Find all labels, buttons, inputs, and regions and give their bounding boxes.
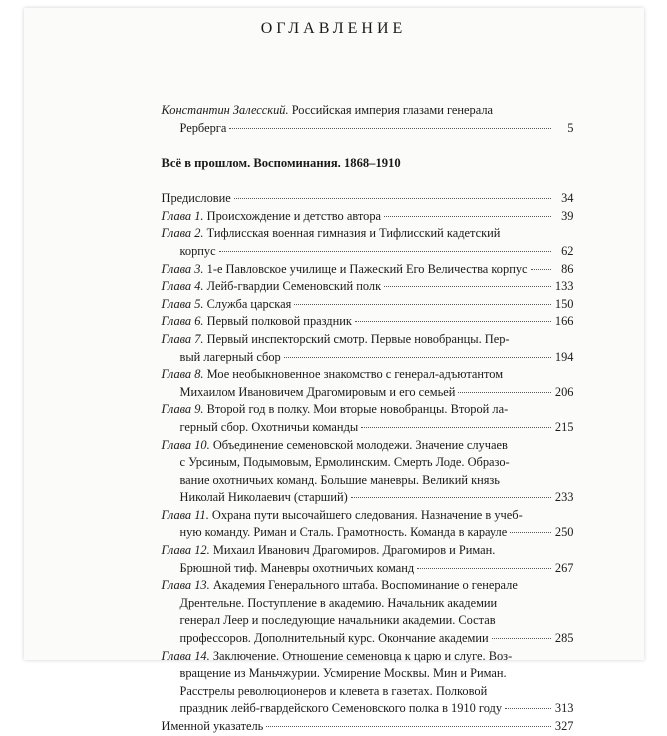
chapter-label: Глава 7. [161, 331, 204, 346]
toc-entry-line [162, 718, 574, 736]
toc-entry-line [162, 278, 574, 296]
chapter-title-text: профессоров. Дополнительный курс. Окончание академии [179, 631, 489, 646]
chapter-label: Глава 10. [161, 437, 210, 452]
page-number: 39 [561, 208, 574, 223]
chapter-title-text: Объединение семеновской молодежи. Значение случаев [212, 437, 508, 452]
leader-dots [492, 638, 551, 639]
toc-entry-line [162, 313, 574, 331]
chapter-title-text: вращение из Маньчжурии. Усмирение Москвы. Мин и Риман. [179, 666, 507, 681]
intro-title-line1: Российская империя глазами генерала [291, 103, 494, 117]
leader-dots [229, 128, 550, 129]
leader-dots [417, 568, 550, 569]
page-number: 194 [554, 349, 574, 364]
toc-intro-entry[interactable] [162, 102, 574, 137]
toc-entry-line [162, 331, 574, 349]
toc-entry[interactable] [162, 366, 574, 401]
chapter-label: Глава 8. [161, 367, 204, 382]
toc-entry-line [162, 612, 574, 630]
chapter-label: Глава 12. [161, 543, 210, 558]
toc-entry-line [162, 542, 574, 560]
toc-entry-line [162, 384, 574, 402]
chapter-title-text: Охрана пути высочайшего следования. Назначение в учеб- [211, 507, 523, 522]
toc-entry-line [162, 577, 574, 595]
page-number: 166 [554, 314, 574, 329]
chapter-title-text: Мое необыкновенное знакомство с генерал-адъютантом [206, 367, 504, 382]
leader-dots [284, 357, 551, 358]
leader-dots [384, 286, 550, 287]
chapter-title-text: Заключение. Отношение семеновца к царю и слуге. Воз- [212, 648, 513, 663]
chapter-label: Глава 14. [161, 648, 210, 663]
table-of-contents [162, 102, 574, 736]
toc-entry-line [162, 472, 574, 490]
chapter-title-text: герный сбор. Охотничьи команды [179, 419, 359, 434]
toc-entry-line [162, 595, 574, 613]
toc-entry-line [162, 401, 574, 419]
page-number: 215 [554, 419, 574, 434]
toc-entry[interactable] [162, 437, 574, 507]
toc-entry[interactable] [162, 278, 574, 296]
toc-entry-line [162, 507, 574, 525]
toc-entry-line [162, 349, 574, 367]
intro-page-number: 5 [567, 120, 574, 135]
page-title: ОГЛАВЛЕНИЕ [260, 20, 407, 37]
chapter-label: Глава 4. [161, 279, 204, 294]
toc-entry-line [162, 437, 574, 455]
toc-entry[interactable] [162, 331, 574, 366]
leader-dots [355, 321, 551, 322]
toc-entry-line [162, 261, 574, 279]
toc-entry-line [162, 208, 574, 226]
book-page [24, 8, 644, 733]
chapter-title-text: 1-е Павловское училище и Пажеский Его Величества корпус [206, 261, 528, 276]
leader-dots [219, 251, 551, 252]
chapter-title-text: Первый инспекторский смотр. Первые новобранцы. Пер- [206, 331, 510, 346]
chapter-label: Глава 3. [161, 261, 204, 276]
leader-dots [505, 708, 550, 709]
toc-entry[interactable] [162, 718, 574, 736]
chapter-label: Глава 5. [161, 296, 204, 311]
toc-entry-line [162, 489, 574, 507]
page-number: 313 [554, 701, 574, 716]
toc-entry-line [162, 683, 574, 701]
page-number: 327 [554, 719, 574, 733]
toc-entries [162, 190, 574, 735]
chapter-title-text: Михаилом Ивановичем Драгомировым и его семьей [179, 384, 456, 399]
page-number: 34 [561, 191, 574, 206]
leader-dots [510, 532, 550, 533]
toc-entry-line [162, 225, 574, 243]
chapter-title-text: Второй год в полку. Мои вторые новобранцы. Второй ла- [206, 402, 509, 417]
chapter-title-text: Михаил Иванович Драгомиров. Драгомиров и Риман. [212, 543, 496, 558]
toc-entry-line [162, 366, 574, 384]
page-number: 285 [554, 631, 574, 646]
intro-title-line2: Рерберга [179, 120, 227, 135]
toc-entry[interactable] [162, 507, 574, 542]
leader-dots [351, 497, 551, 498]
toc-entry-line [162, 419, 574, 437]
chapter-label: Глава 6. [161, 314, 204, 329]
chapter-label: Глава 11. [161, 507, 209, 522]
toc-entry-line [162, 243, 574, 261]
page-number: 150 [554, 296, 574, 311]
toc-entry-line [162, 296, 574, 314]
page-number: 233 [554, 490, 574, 505]
toc-entry-line [162, 190, 574, 208]
chapter-label: Глава 9. [161, 402, 204, 417]
chapter-label: Глава 2. [161, 226, 204, 241]
chapter-title-text: Происхождение и детство автора [206, 208, 382, 223]
toc-entry-line [162, 560, 574, 578]
page-number: 267 [554, 560, 574, 575]
chapter-title-text: вание охотничьих команд. Большие маневры. Великий князь [179, 472, 500, 487]
chapter-title-text: генерал Леер и последующие начальники академии. Состав [179, 613, 496, 628]
toc-entry[interactable] [162, 577, 574, 647]
page-number: 206 [554, 384, 574, 399]
chapter-title-text: с Урсиным, Подымовым, Ермолинским. Смерть Лоде. Образо- [179, 455, 510, 470]
section-heading: Всё в прошлом. Воспоминания. 1868–1910 [161, 156, 401, 171]
toc-entry[interactable] [162, 648, 574, 718]
chapter-label: Глава 1. [161, 208, 204, 223]
leader-dots [458, 392, 550, 393]
toc-entry-line [162, 524, 574, 542]
toc-entry[interactable] [162, 208, 574, 226]
toc-entry[interactable] [162, 542, 574, 577]
chapter-title-text: Именной указатель [161, 719, 264, 733]
chapter-title-text: Дрентельне. Поступление в академию. Начальник академии [179, 595, 498, 610]
chapter-title-text: Академия Генерального штаба. Воспоминание о генерале [212, 578, 518, 593]
chapter-title-text: Лейб-гвардии Семеновский полк [206, 279, 382, 294]
toc-entry[interactable] [162, 313, 574, 331]
toc-entry[interactable] [162, 261, 574, 279]
chapter-title-text: Тифлисская военная гимназия и Тифлисский кадетский [206, 226, 501, 241]
toc-entry[interactable] [162, 296, 574, 314]
page-number: 250 [554, 525, 574, 540]
leader-dots [234, 198, 551, 199]
chapter-title-text: Брюшной тиф. Маневры охотничьих команд [179, 560, 415, 575]
leader-dots [384, 216, 550, 217]
chapter-title-text: Николай Николаевич (старший) [179, 490, 348, 505]
chapter-title-text: ную команду. Риман и Сталь. Грамотность. Команда в карауле [179, 525, 508, 540]
toc-entry-line [162, 454, 574, 472]
toc-entry[interactable] [162, 190, 574, 208]
chapter-title-text: Первый полковой праздник [206, 314, 352, 329]
toc-entry-line [162, 665, 574, 683]
toc-entry-line [162, 648, 574, 666]
chapter-label: Глава 13. [161, 578, 210, 593]
page-number: 62 [561, 243, 574, 258]
toc-entry[interactable] [162, 401, 574, 436]
chapter-title-text: Расстрелы революционеров и клевета в газетах. Полковой [179, 683, 488, 698]
intro-author: Константин Залесский. [161, 103, 289, 117]
chapter-title-text: корпус [179, 243, 216, 258]
leader-dots [361, 427, 550, 428]
chapter-title-text: Предисловие [161, 191, 231, 206]
chapter-title-text: Служба царская [206, 296, 292, 311]
leader-dots [266, 726, 550, 727]
page-number: 133 [554, 279, 574, 294]
chapter-title-text: праздник лейб-гвардейского Семеновского полка в 1910 году [179, 701, 503, 716]
page-number: 86 [561, 261, 574, 276]
toc-entry-line [162, 630, 574, 648]
leader-dots [294, 304, 550, 305]
toc-entry[interactable] [162, 225, 574, 260]
chapter-title-text: вый лагерный сбор [179, 349, 281, 364]
leader-dots [531, 269, 551, 270]
toc-entry-line [162, 700, 574, 718]
